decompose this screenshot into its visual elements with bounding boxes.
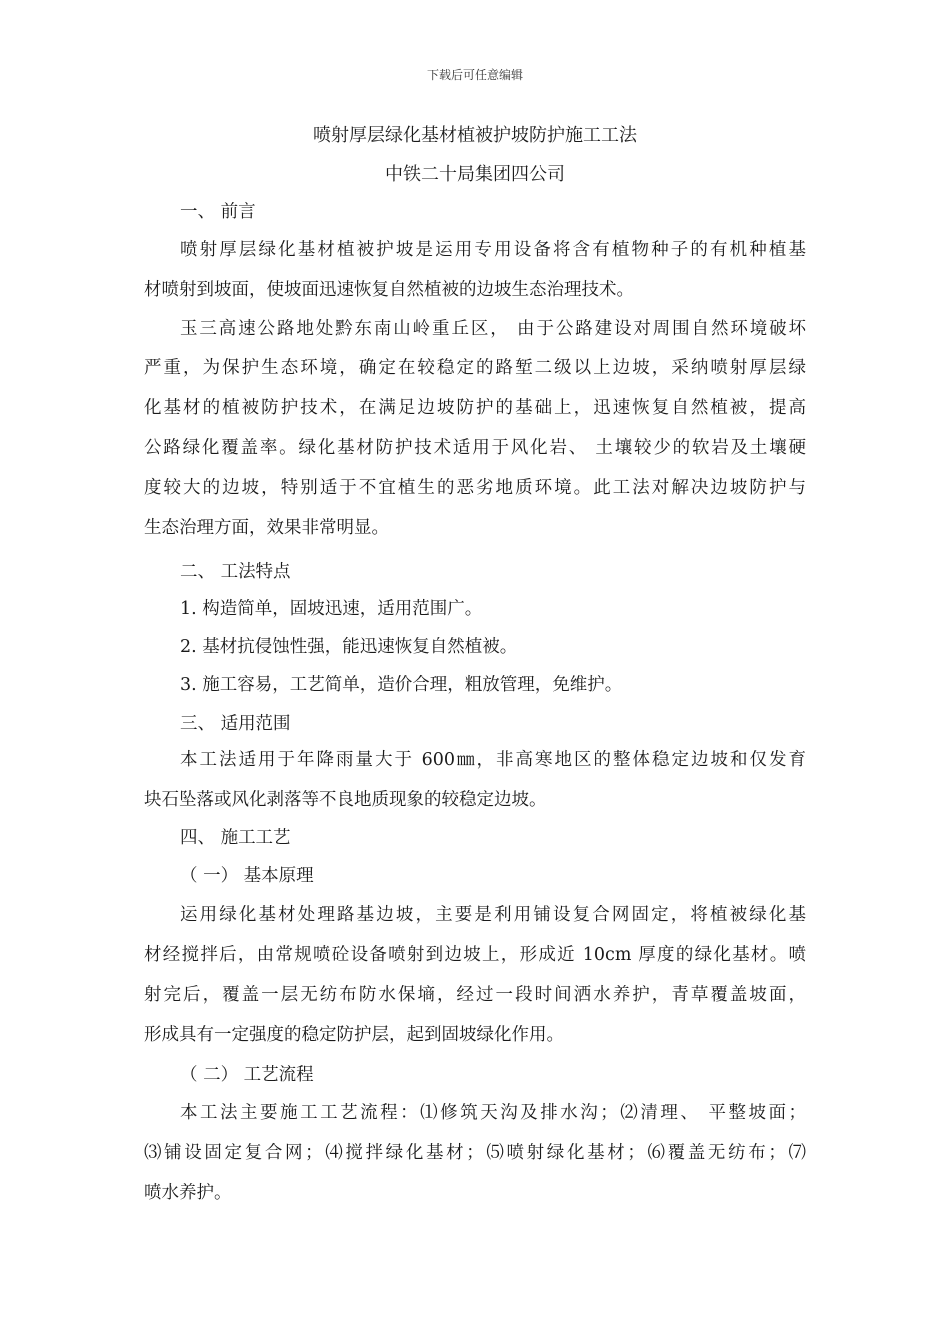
- company-name: 中铁二十局集团四公司: [385, 164, 565, 185]
- section-heading-features: 二、 工法特点: [180, 562, 291, 582]
- paragraph-line: 运用绿化基材处理路基边坡，主要是利用铺设复合网固定，将植被绿化基: [180, 905, 806, 925]
- header-note: 下载后可任意编辑: [426, 68, 523, 82]
- paragraph-line: 本工法适用于年降雨量大于 600㎜，非高寒地区的整体稳定边坡和仅发育: [180, 750, 806, 770]
- section-heading-preface: 一、 前言: [180, 202, 256, 222]
- paragraph-line: 喷射厚层绿化基材植被护坡是运用专用设备将含有植物种子的有机种植基: [180, 240, 806, 260]
- paragraph-line: 射完后，覆盖一层无纺布防水保墒，经过一段时间洒水养护，青草覆盖坡面，: [144, 985, 806, 1005]
- paragraph-line: 生态治理方面，效果非常明显。: [144, 518, 389, 538]
- subsection-heading-principle: （ 一） 基本原理: [180, 866, 314, 886]
- document-title: 喷射厚层绿化基材植被护坡防护施工工法: [313, 125, 637, 146]
- list-item: 2. 基材抗侵蚀性强，能迅速恢复自然植被。: [180, 637, 518, 657]
- list-item: 1. 构造简单，固坡迅速，适用范围广。: [180, 599, 483, 619]
- list-item: 3. 施工容易，工艺简单，造价合理，粗放管理，免维护。: [180, 675, 623, 695]
- paragraph-line: 玉三高速公路地处黔东南山岭重丘区， 由于公路建设对周围自然环境破坏: [180, 319, 806, 339]
- subsection-heading-flow: （ 二） 工艺流程: [180, 1065, 314, 1085]
- paragraph-line: ⑶铺设固定复合网；⑷搅拌绿化基材；⑸喷射绿化基材；⑹覆盖无纺布；⑺: [144, 1143, 806, 1163]
- paragraph-line: 度较大的边坡，特别适于不宜植生的恶劣地质环境。此工法对解决边坡防护与: [144, 478, 806, 498]
- paragraph-line: 本工法主要施工工艺流程：⑴修筑天沟及排水沟；⑵清理、 平整坡面；: [180, 1103, 806, 1123]
- section-heading-process: 四、 施工工艺: [180, 828, 291, 848]
- paragraph-line: 化基材的植被防护技术，在满足边坡防护的基础上，迅速恢复自然植被，提高: [144, 398, 806, 418]
- paragraph-line: 材经搅拌后，由常规喷砼设备喷射到边坡上，形成近 10cm 厚度的绿化基材。喷: [144, 945, 806, 965]
- paragraph-line: 形成具有一定强度的稳定防护层，起到固坡绿化作用。: [144, 1025, 564, 1045]
- paragraph-line: 块石坠落或风化剥落等不良地质现象的较稳定边坡。: [144, 790, 547, 810]
- paragraph-line: 材喷射到坡面，使坡面迅速恢复自然植被的边坡生态治理技术。: [144, 280, 634, 300]
- section-heading-scope: 三、 适用范围: [180, 714, 291, 734]
- paragraph-line: 严重，为保护生态环境，确定在较稳定的路堑二级以上边坡，采纳喷射厚层绿: [144, 358, 806, 378]
- paragraph-line: 喷水养护。: [144, 1183, 232, 1203]
- paragraph-line: 公路绿化覆盖率。绿化基材防护技术适用于风化岩、 土壤较少的软岩及土壤硬: [144, 438, 806, 458]
